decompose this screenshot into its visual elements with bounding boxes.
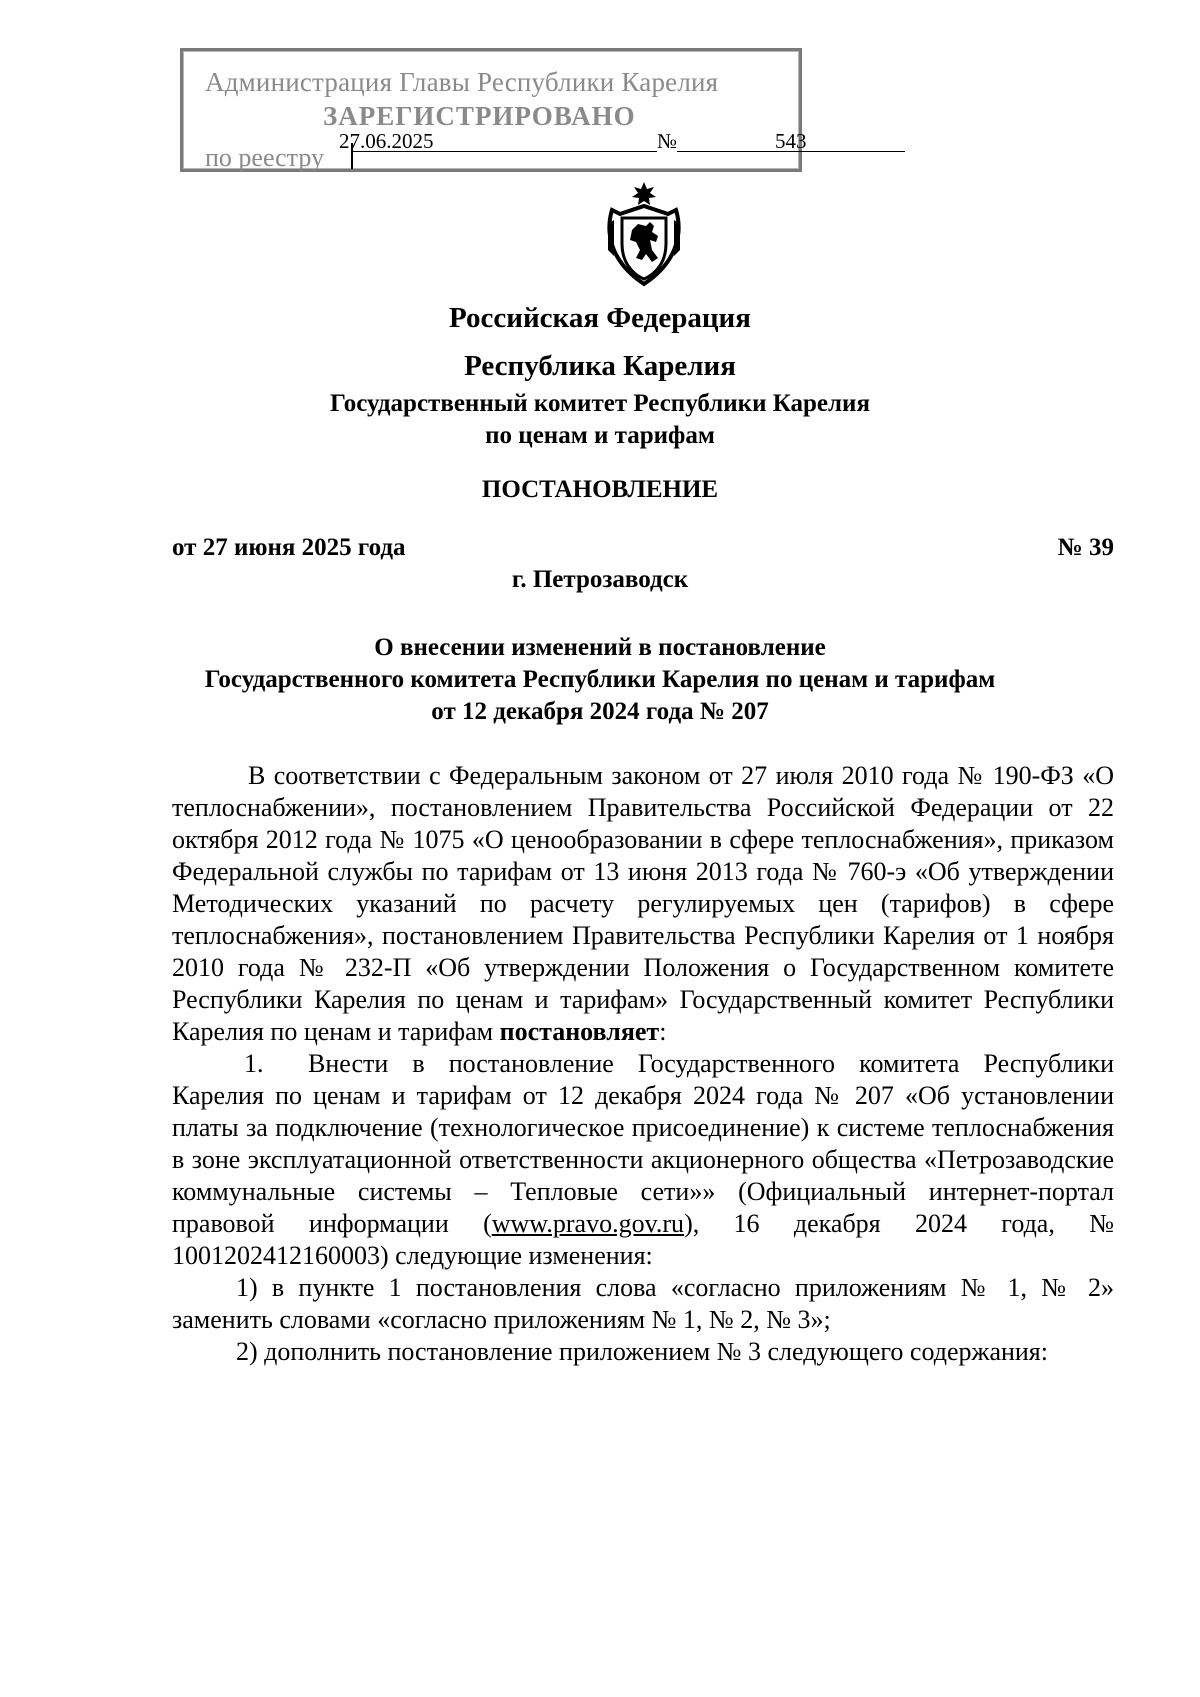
header-committee: Государственный комитет Республики Карелия bbox=[330, 390, 870, 417]
stamp-by-registry: по реестру bbox=[205, 143, 325, 172]
document-date: от 27 июня 2025 года bbox=[172, 534, 406, 561]
title-line-2: Государственного комитета Республики Карелия по ценам и тарифам bbox=[204, 666, 996, 693]
paragraph-preamble bbox=[172, 760, 1114, 1048]
stamp-administration: Администрация Главы Республики Карелия bbox=[205, 67, 719, 97]
title-line-1: О внесении изменений в постановление bbox=[374, 634, 826, 661]
document-type: ПОСТАНОВЛЕНИЕ bbox=[481, 476, 719, 503]
pravo-link[interactable]: www.pravo.gov.ru bbox=[491, 1209, 685, 1238]
stamp-registered: ЗАРЕГИСТРИРОВАНО bbox=[323, 101, 636, 131]
document-body bbox=[172, 760, 1114, 1368]
stamp-date: 27.06.2025 bbox=[339, 129, 434, 153]
stamp-number: 543 bbox=[775, 129, 807, 153]
karelia-coat-of-arms-icon bbox=[598, 180, 690, 288]
paragraph-sub-1: 1) в пункте 1 постановления слова «согласно приложениям № 1, № 2» заменить словами «согласно приложениям № 1, № 2, № 3»; bbox=[172, 1273, 1114, 1334]
header-federation: Российская Федерация bbox=[449, 302, 751, 334]
stamp-number-sign: № bbox=[657, 129, 678, 153]
document-number: № 39 bbox=[1057, 534, 1114, 561]
title-line-3: от 12 декабря 2024 года № 207 bbox=[431, 698, 769, 725]
preamble-text: В соответствии с Федеральным законом от 27 июля 2010 года № 190-ФЗ «О теплоснабжении», постановлением Правительства Российской Федерации от 22 октября 2012 года № 1075 «О ценообразовании в сфере теплоснабжения», приказом Федеральной службы по тарифам от 13 июня 2013 года № 760-э «Об утверждении Методических указаний по расчету регулируемых цен (тарифов) в сфере теплоснабжения», постановлением Правительства Республики Карелия от 1 ноября 2010 года № 232-П «Об утверждении Положения о Государственном комитете Республики Карелия по ценам и тарифам» Государственный комитет Республики Карелия по ценам и тарифам bbox=[172, 761, 1114, 1046]
item-1-end: ), 16 декабря 2024 года, № 1001202412160003) следующие изменения: bbox=[172, 1209, 1114, 1270]
document-city: г. Петрозаводск bbox=[511, 566, 689, 593]
header-republic: Республика Карелия bbox=[464, 350, 736, 382]
paragraph-sub-2: 2) дополнить постановление приложением № 3 следующего содержания: bbox=[236, 1337, 1048, 1366]
preamble-end: : bbox=[659, 1017, 667, 1046]
item-number: 1. bbox=[244, 1049, 264, 1078]
registration-stamp bbox=[180, 48, 807, 172]
header-committee-line2: по ценам и тарифам bbox=[485, 422, 715, 449]
preamble-bold-word: постановляет bbox=[499, 1017, 660, 1046]
item-1-text: Внести в постановление Государственного комитета Республики Карелия по ценам и тарифам от 12 декабря 2024 года № 207 «Об установлении платы за подключение (технологическое присоединение) к системе теплоснабжения в зоне эксплуатационной ответственности акционерного общества «Петрозаводские коммунальные системы – Тепловые сети»» (Официальный интернет-портал правовой информации ( bbox=[172, 1049, 1114, 1238]
paragraph-item-1 bbox=[172, 1048, 1114, 1272]
